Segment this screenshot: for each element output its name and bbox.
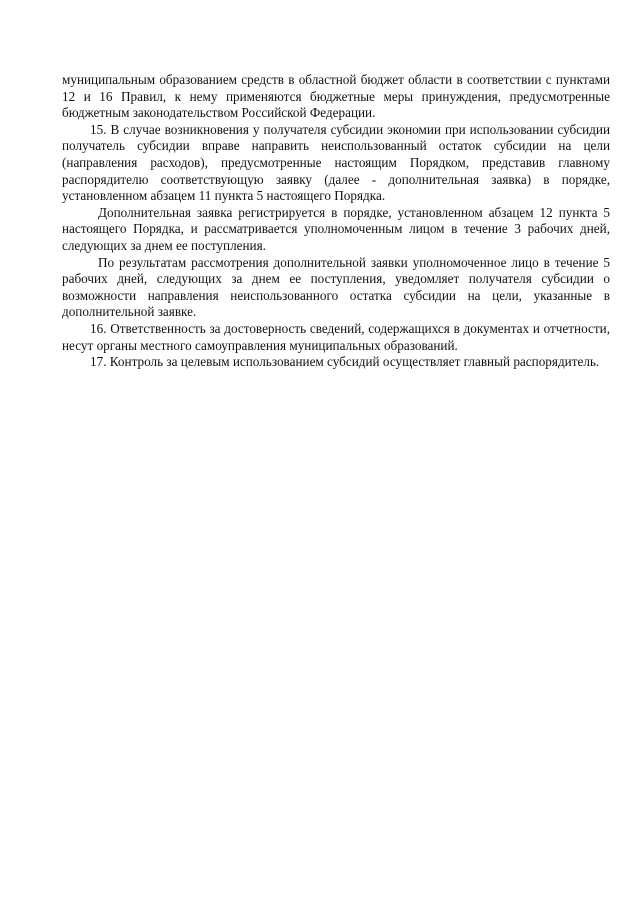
paragraph-item-17: 17. Контроль за целевым использованием субсидий осуществляет главный распорядитель. (90, 354, 600, 370)
paragraph-item-16: 16. Ответственность за достоверность сведений, содержащихся в документах и отчетности, несут органы местного самоуправления муниципальных образований. (62, 320, 610, 353)
document-body (62, 72, 610, 371)
paragraph-additional-request: Дополнительная заявка регистрируется в порядке, установленном абзацем 12 пункта 5 настоящего Порядка, и рассматривается уполномоченным лицом в течение 3 рабочих дней, следующих за днем ее поступления. (62, 204, 610, 253)
paragraph-continuation: муниципальным образованием средств в областной бюджет области в соответствии с пунктами 12 и 16 Правил, к нему применяются бюджетные меры принуждения, предусмотренные бюджетным законодательством Российской Федерации. (62, 72, 610, 121)
paragraph-review-result: По результатам рассмотрения дополнительной заявки уполномоченное лицо в течение 5 рабочих дней, следующих за днем ее поступления, уведомляет получателя субсидии о возможности направления неиспользованного остатка субсидии на цели, указанные в дополнительной заявке. (62, 254, 610, 320)
paragraph-item-15: 15. В случае возникновения у получателя субсидии экономии при использовании субсидии получатель субсидии вправе направить неиспользованный остаток субсидии на цели (направления расходов), предусмотренные настоящим Порядком, представив главному распорядителю соответствующую заявку (далее - дополнительная заявка) в порядке, установленном абзацем 11 пункта 5 настоящего Порядка. (62, 121, 610, 204)
